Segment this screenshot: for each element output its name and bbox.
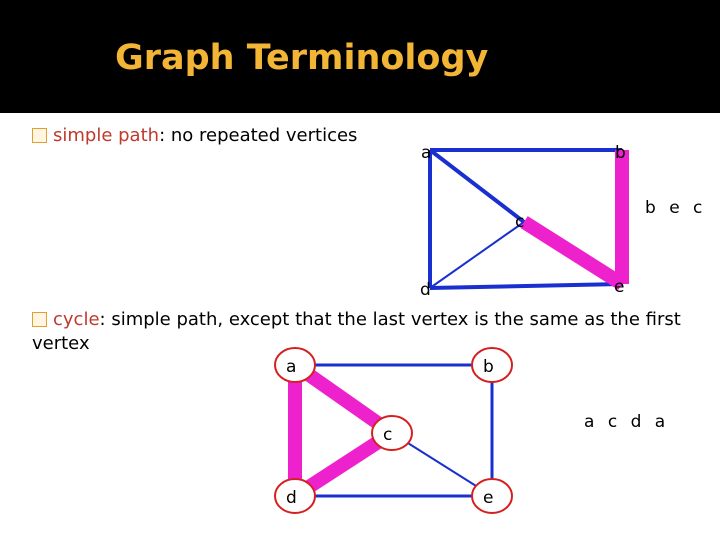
graph-simple-path	[420, 143, 706, 300]
edge-a-c	[430, 150, 524, 222]
node-a: a	[421, 143, 432, 163]
node-c: c	[515, 212, 525, 232]
node-b: b	[483, 357, 494, 377]
term-cycle: cycle	[53, 309, 100, 330]
node-d: d	[420, 280, 431, 300]
edge-c-d	[430, 222, 524, 288]
node-c: c	[383, 425, 393, 445]
node-e: e	[483, 488, 494, 508]
node-b: b	[615, 143, 626, 163]
path-label: b e c	[645, 198, 707, 218]
definition-simple-path: : no repeated vertices	[159, 125, 358, 146]
slide-title: Graph Terminology	[115, 38, 489, 78]
edge-d-e	[430, 284, 622, 288]
edge-e-c-highlighted	[524, 222, 622, 284]
node-e: e	[614, 277, 625, 297]
term-simple-path: simple path	[53, 125, 160, 146]
node-a: a	[286, 357, 297, 377]
definition-cycle: : simple path, except that the last vertex is the same as the first vertex	[32, 309, 681, 354]
cycle-label: a c d a	[584, 412, 670, 432]
node-d: d	[286, 488, 297, 508]
graph-cycle	[275, 348, 669, 513]
